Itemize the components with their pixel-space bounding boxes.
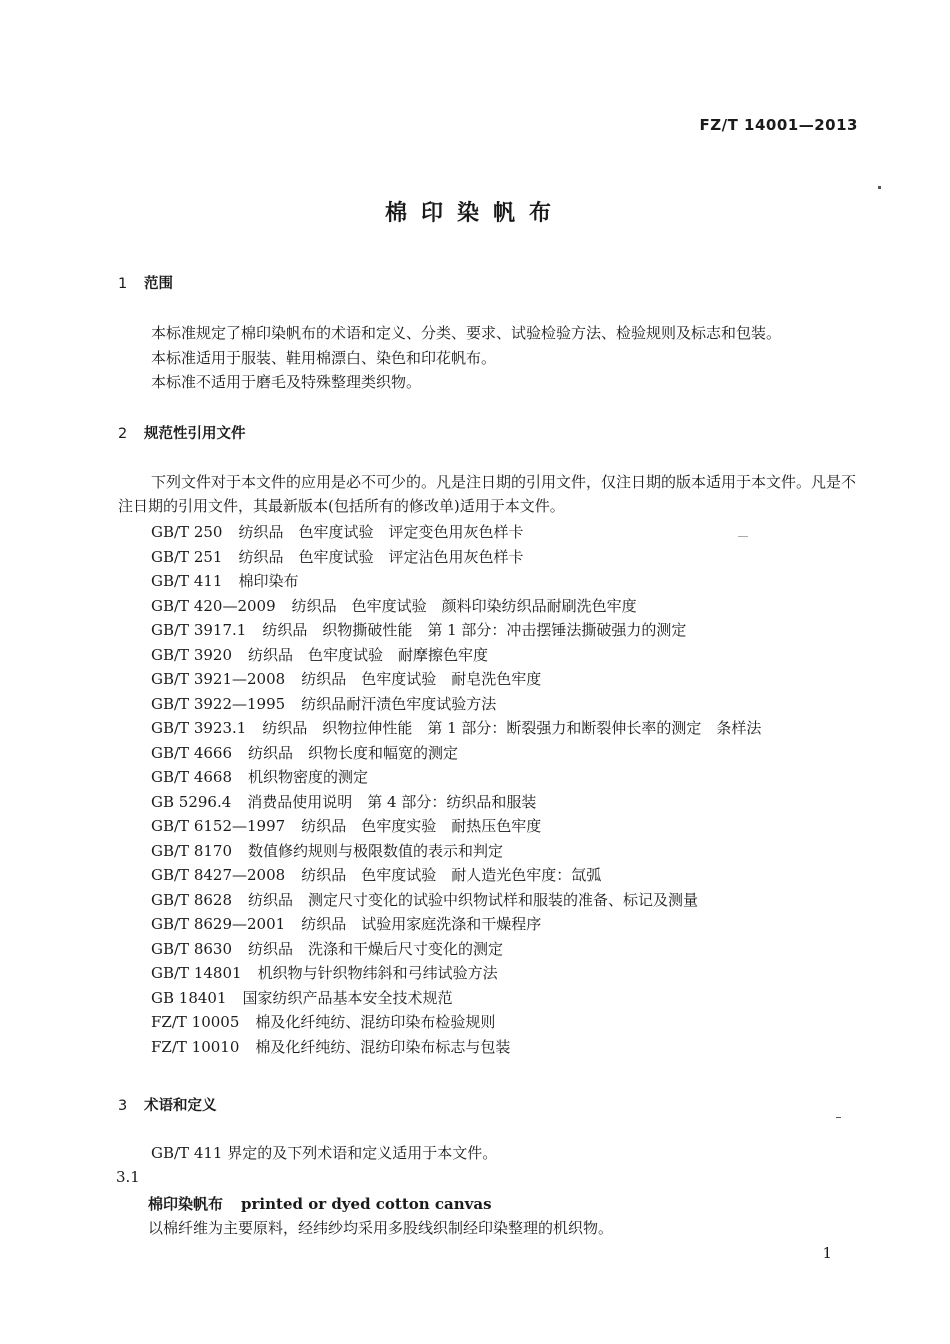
reference-code: GB 18401 bbox=[151, 988, 227, 1007]
reference-code: GB/T 3917.1 bbox=[151, 621, 247, 639]
reference-code: GB/T 8427—2008 bbox=[151, 866, 286, 884]
term-entry bbox=[148, 1193, 492, 1214]
reference-title: 纺织品 色牢度试验 耐人造光色牢度：氙弧 bbox=[301, 866, 602, 884]
scope-paragraph: 本标准不适用于磨毛及特殊整理类织物。 bbox=[151, 373, 422, 391]
section-2-heading bbox=[118, 422, 246, 443]
reference-code: GB/T 4668 bbox=[151, 768, 233, 786]
reference-item bbox=[151, 839, 761, 864]
reference-item bbox=[151, 1035, 761, 1060]
reference-item bbox=[151, 912, 761, 937]
reference-item bbox=[151, 790, 761, 815]
reference-code: GB 5296.4 bbox=[151, 792, 232, 811]
reference-item bbox=[151, 888, 761, 913]
reference-code: GB/T 4666 bbox=[151, 743, 233, 762]
reference-item bbox=[151, 692, 761, 717]
scan-speck bbox=[836, 1117, 841, 1118]
reference-item bbox=[151, 618, 761, 643]
scope-paragraph: 本标准规定了棉印染帆布的术语和定义、分类、要求、试验检验方法、检验规则及标志和包装。 bbox=[151, 324, 782, 342]
reference-code: GB/T 14801 bbox=[151, 964, 242, 982]
reference-code: GB/T 420—2009 bbox=[151, 596, 276, 615]
reference-item bbox=[151, 545, 761, 570]
section-3-heading bbox=[118, 1094, 217, 1115]
reference-title: 棉印染布 bbox=[238, 572, 299, 590]
reference-code: GB/T 3921—2008 bbox=[151, 670, 286, 688]
reference-title: 纺织品 试验用家庭洗涤和干燥程序 bbox=[301, 915, 542, 933]
reference-title: 纺织品 色牢度实验 耐热压色牢度 bbox=[301, 817, 542, 835]
reference-code: GB/T 8170 bbox=[151, 841, 233, 860]
term-chinese: 棉印染帆布 bbox=[148, 1195, 224, 1213]
reference-item bbox=[151, 716, 761, 741]
section-1-heading bbox=[118, 272, 173, 293]
page-number: 1 bbox=[822, 1244, 832, 1262]
standard-code: FZ/T 14001—2013 bbox=[699, 116, 858, 134]
reference-item bbox=[151, 863, 761, 888]
reference-item bbox=[151, 594, 761, 619]
reference-title: 棉及化纤纯纺、混纺印染布检验规则 bbox=[255, 1013, 496, 1031]
reference-title: 消费品使用说明 第 4 部分：纺织品和服装 bbox=[247, 792, 537, 811]
scan-speck bbox=[738, 536, 748, 537]
reference-code: GB/T 6152—1997 bbox=[151, 817, 286, 835]
reference-code: FZ/T 10010 bbox=[151, 1037, 240, 1056]
scope-paragraph: 本标准适用于服装、鞋用棉漂白、染色和印花帆布。 bbox=[151, 349, 497, 367]
reference-code: GB/T 250 bbox=[151, 523, 223, 541]
reference-title: 纺织品 色牢度试验 耐摩擦色牢度 bbox=[248, 645, 489, 664]
reference-title: 国家纺织产品基本安全技术规范 bbox=[242, 988, 453, 1007]
reference-code: GB/T 8630 bbox=[151, 939, 233, 958]
subsection-number: 3.1 bbox=[116, 1168, 140, 1186]
reference-title: 纺织品 测定尺寸变化的试验中织物试样和服装的准备、标记及测量 bbox=[248, 890, 699, 909]
reference-item bbox=[151, 520, 761, 545]
reference-item bbox=[151, 937, 761, 962]
reference-item bbox=[151, 1010, 761, 1035]
term-definition: 以棉纤维为主要原料，经纬纱均采用多股线织制经印染整理的机织物。 bbox=[148, 1219, 614, 1237]
reference-item bbox=[151, 643, 761, 668]
reference-item bbox=[151, 986, 761, 1011]
reference-title: 纺织品耐汗渍色牢度试验方法 bbox=[301, 694, 497, 713]
reference-code: FZ/T 10005 bbox=[151, 1013, 240, 1031]
references-intro: 下列文件对于本文件的应用是必不可少的。凡是注日期的引用文件，仅注日期的版本适用于本文件。凡是不注日期的引用文件，其最新版本(包括所有的修改单)适用于本文件。 bbox=[118, 473, 857, 515]
reference-title: 纺织品 色牢度试验 耐皂洗色牢度 bbox=[301, 670, 542, 688]
reference-title: 棉及化纤纯纺、混纺印染布标志与包装 bbox=[255, 1037, 511, 1056]
reference-title: 机织物密度的测定 bbox=[248, 768, 369, 786]
scan-speck bbox=[878, 186, 881, 189]
reference-item bbox=[151, 814, 761, 839]
reference-title: 数值修约规则与极限数值的表示和判定 bbox=[248, 841, 504, 860]
term-english: printed or dyed cotton canvas bbox=[241, 1195, 492, 1213]
reference-title: 纺织品 织物拉伸性能 第 1 部分：断裂强力和断裂伸长率的测定 条样法 bbox=[262, 719, 762, 737]
reference-item bbox=[151, 961, 761, 986]
reference-code: GB/T 8629—2001 bbox=[151, 915, 286, 933]
reference-code: GB/T 251 bbox=[151, 547, 223, 566]
reference-title: 纺织品 色牢度试验 颜料印染纺织品耐刷洗色牢度 bbox=[291, 596, 637, 615]
reference-code: GB/T 3922—1995 bbox=[151, 694, 286, 713]
terms-intro: GB/T 411 界定的及下列术语和定义适用于本文件。 bbox=[151, 1144, 498, 1162]
reference-item bbox=[151, 667, 761, 692]
reference-list bbox=[151, 520, 761, 1059]
reference-code: GB/T 3923.1 bbox=[151, 719, 247, 737]
reference-item bbox=[151, 569, 761, 594]
reference-code: GB/T 3920 bbox=[151, 645, 233, 664]
section-number: 2 bbox=[118, 426, 128, 442]
section-number: 1 bbox=[118, 276, 128, 292]
reference-title: 纺织品 洗涤和干燥后尺寸变化的测定 bbox=[248, 939, 504, 958]
reference-code: GB/T 8628 bbox=[151, 890, 233, 909]
section-title: 规范性引用文件 bbox=[144, 426, 246, 442]
section-title: 术语和定义 bbox=[144, 1098, 217, 1114]
reference-code: GB/T 411 bbox=[151, 572, 223, 590]
reference-title: 纺织品 织物长度和幅宽的测定 bbox=[248, 743, 459, 762]
reference-title: 纺织品 色牢度试验 评定沾色用灰色样卡 bbox=[238, 547, 524, 566]
reference-item bbox=[151, 741, 761, 766]
section-number: 3 bbox=[118, 1098, 128, 1114]
reference-title: 纺织品 织物撕破性能 第 1 部分：冲击摆锤法撕破强力的测定 bbox=[262, 621, 687, 639]
reference-title: 纺织品 色牢度试验 评定变色用灰色样卡 bbox=[238, 523, 524, 541]
reference-item bbox=[151, 765, 761, 790]
document-title: 棉印染帆布 bbox=[384, 201, 565, 226]
section-title: 范围 bbox=[144, 276, 173, 292]
reference-title: 机织物与针织物纬斜和弓纬试验方法 bbox=[257, 964, 498, 982]
